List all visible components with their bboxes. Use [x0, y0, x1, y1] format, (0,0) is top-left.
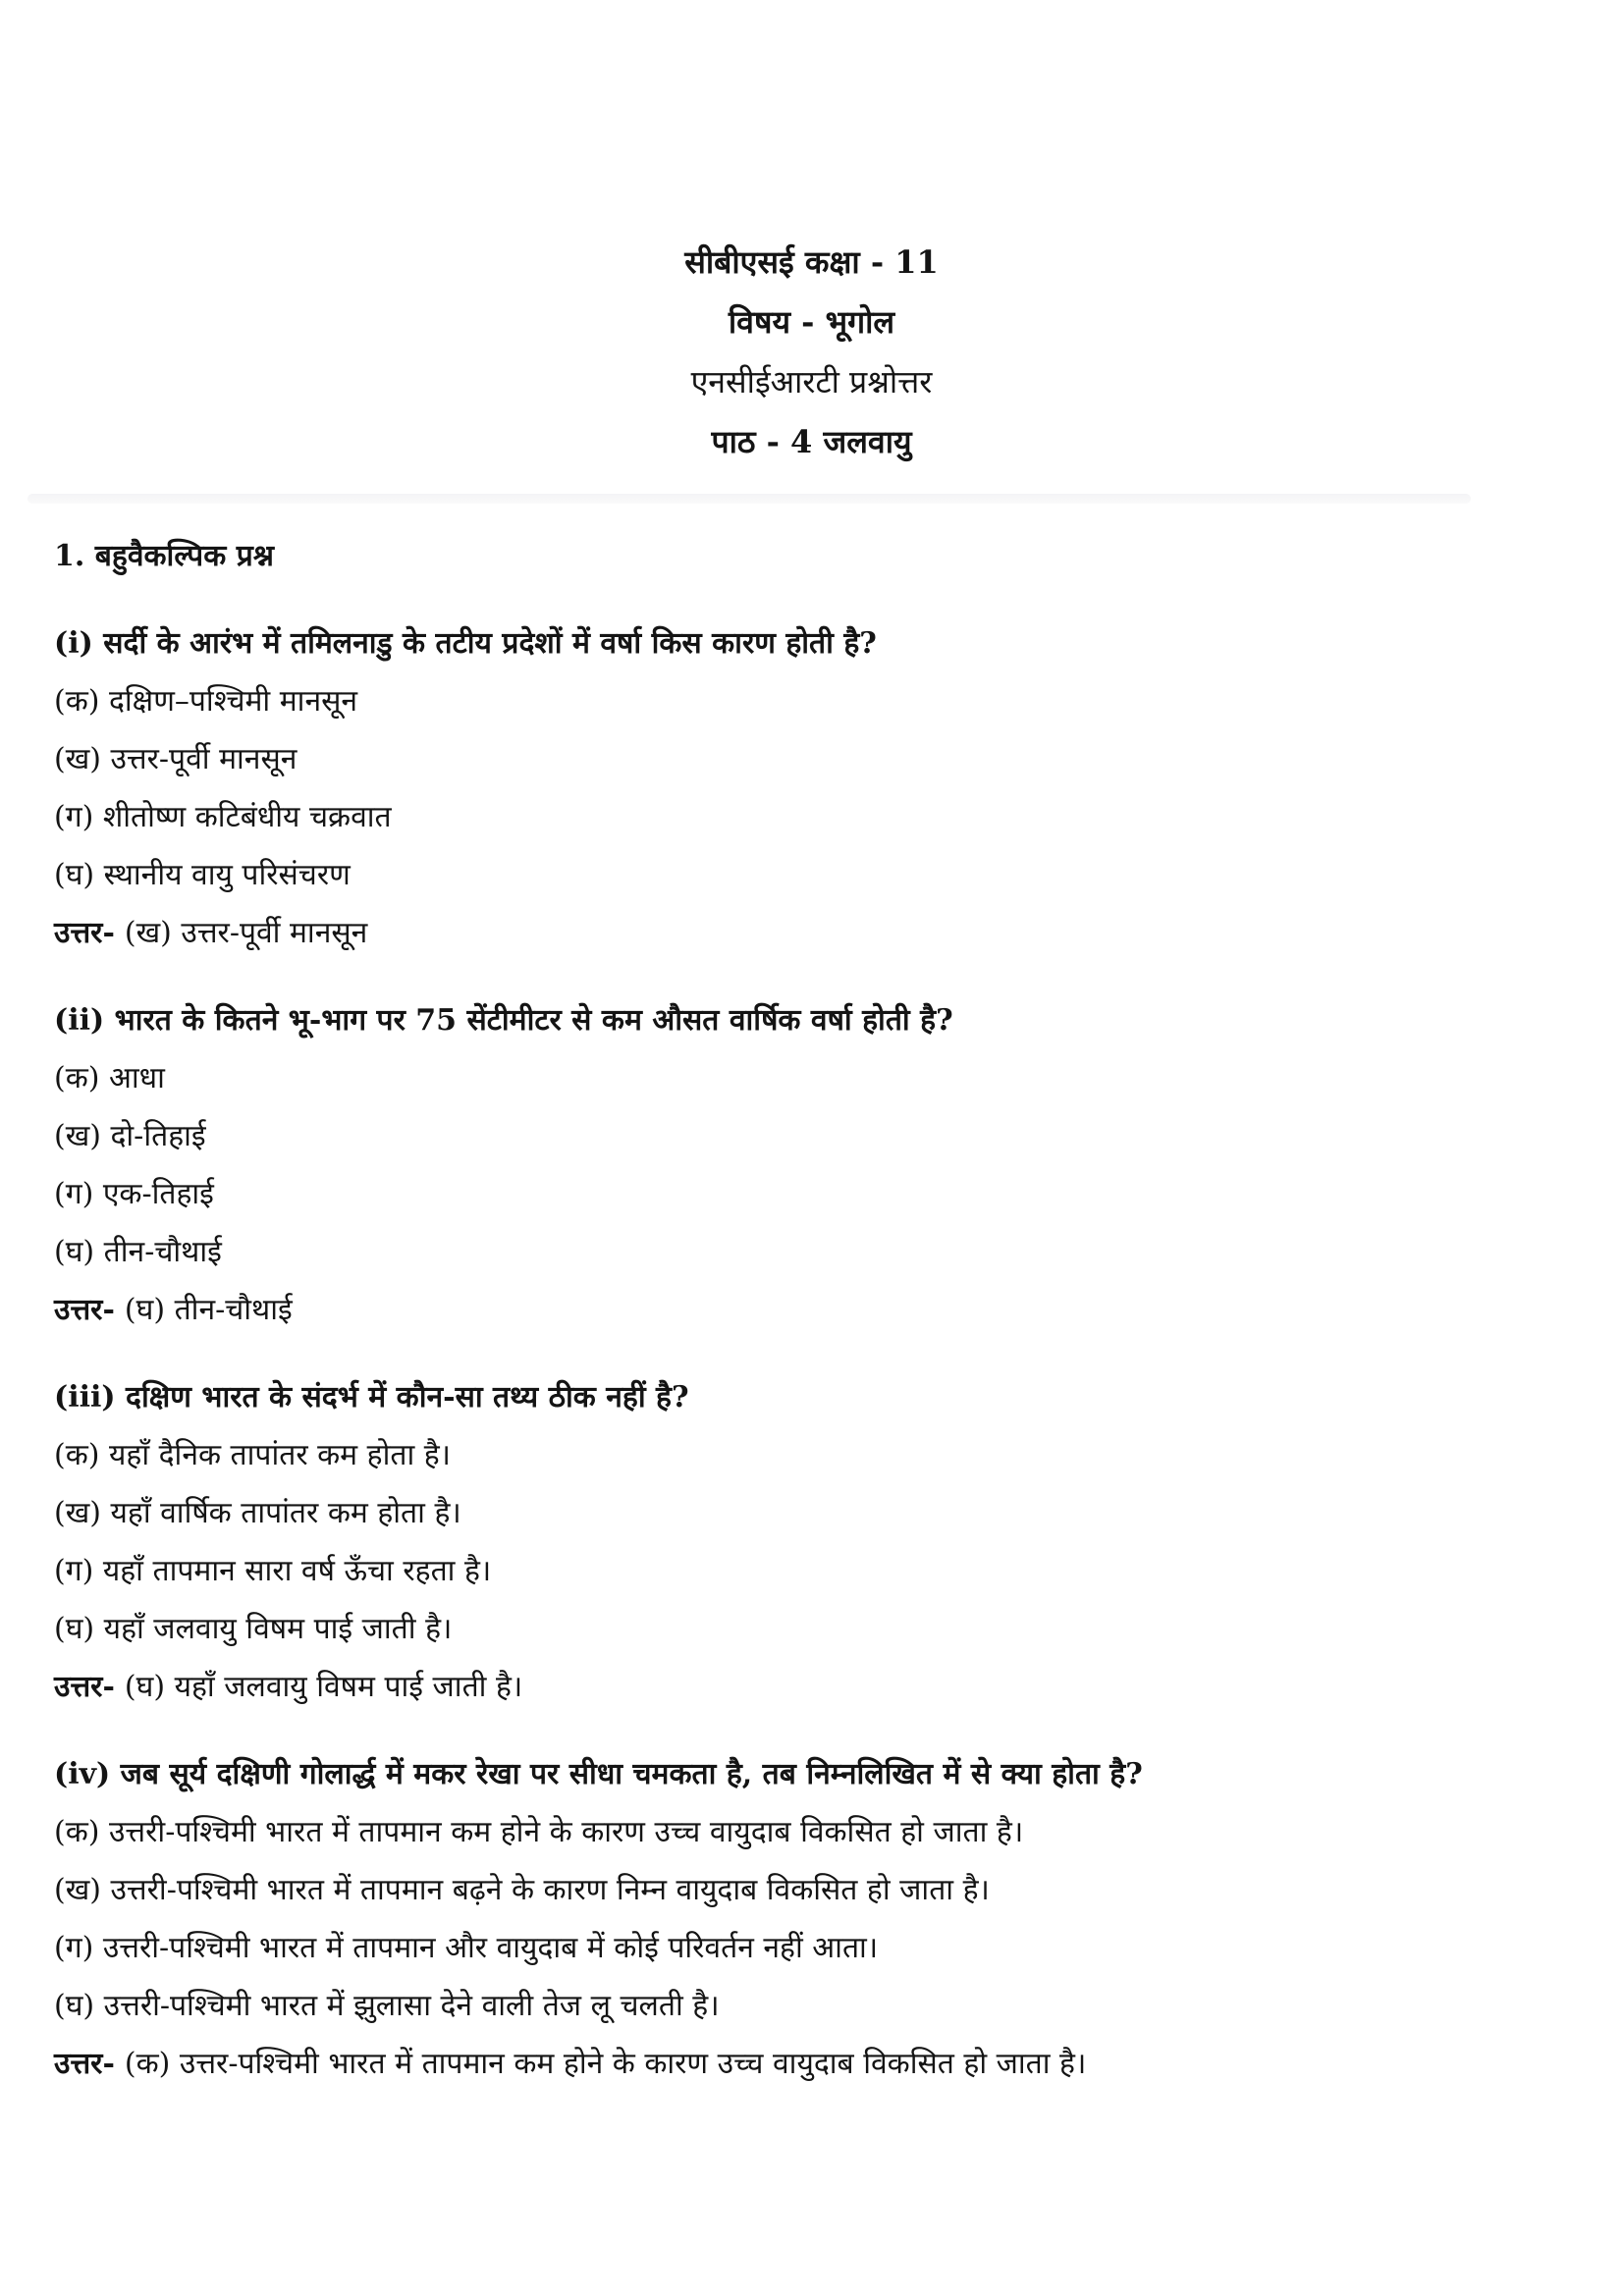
header-subject-line: विषय - भूगोल [728, 303, 895, 341]
option-4: (घ) उत्तरी-पश्चिमी भारत में झुलासा देने वाली तेज लू चलती है। [54, 1989, 720, 2023]
answer-line [54, 904, 1623, 962]
option-1: (क) आधा [54, 1061, 165, 1095]
answer-text: (ख) उत्तर-पूर्वी मानसून [124, 916, 368, 950]
answer-label: उत्तर- [54, 2047, 115, 2081]
answer-line [54, 1281, 1623, 1339]
option-3: (ग) शीतोष्ण कटिबंधीय चक्रवात [54, 800, 392, 834]
header-ncert-line: एनसीईआरटी प्रश्नोत्तर [690, 363, 933, 400]
option-2: (ख) यहाँ वार्षिक तापांतर कम होता है। [54, 1496, 461, 1530]
option-1: (क) यहाँ दैनिक तापांतर कम होता है। [54, 1438, 452, 1472]
option-3: (ग) एक-तिहाई [54, 1177, 214, 1211]
question-text: (ii) भारत के कितने भू-भाग पर 75 सेंटीमीटर से कम औसत वार्षिक वर्षा होती है? [54, 1003, 953, 1038]
option-1: (क) उत्तरी-पश्चिमी भारत में तापमान कम होने के कारण उच्च वायुदाब विकसित हो जाता है। [54, 1815, 1024, 1849]
option-3: (ग) यहाँ तापमान सारा वर्ष ऊँचा रहता है। [54, 1554, 492, 1588]
option-2: (ख) उत्तरी-पश्चिमी भारत में तापमान बढ़ने के कारण निम्न वायुदाब विकसित हो जाता है। [54, 1873, 990, 1907]
answer-line [54, 1658, 1623, 1716]
section-heading: 1. बहुवैकल्पिक प्रश्न [54, 539, 274, 573]
option-1: (क) दक्षिण–पश्चिमी मानसून [54, 684, 358, 719]
answer-text: (घ) यहाँ जलवायु विषम पाई जाती है। [124, 1670, 523, 1704]
answer-label: उत्तर- [54, 916, 115, 950]
question-block-2 [54, 991, 1623, 1339]
answer-text: (घ) तीन-चौथाई [124, 1293, 293, 1327]
option-4: (घ) तीन-चौथाई [54, 1235, 222, 1269]
question-text: (i) सर्दी के आरंभ में तमिलनाडु के तटीय प्रदेशों में वर्षा किस कारण होती है? [54, 626, 877, 661]
answer-label: उत्तर- [54, 1293, 115, 1327]
document-header [0, 0, 1623, 472]
answer-text: (क) उत्तर-पश्चिमी भारत में तापमान कम होने के कारण उच्च वायुदाब विकसित हो जाता है। [124, 2047, 1087, 2081]
answer-label: उत्तर- [54, 1670, 115, 1704]
header-chapter-line: पाठ - 4 जलवायु [711, 423, 912, 460]
question-block-3 [54, 1368, 1623, 1716]
question-block-1 [54, 614, 1623, 962]
option-2: (ख) दो-तिहाई [54, 1119, 206, 1153]
option-4: (घ) यहाँ जलवायु विषम पाई जाती है। [54, 1612, 453, 1646]
quiz-content [0, 527, 1623, 2093]
section-divider [27, 494, 1471, 504]
option-3: (ग) उत्तरी-पश्चिमी भारत में तापमान और वायुदाब में कोई परिवर्तन नहीं आता। [54, 1931, 879, 1965]
question-text: (iv) जब सूर्य दक्षिणी गोलार्द्ध में मकर रेखा पर सीधा चमकता है, तब निम्नलिखित में से क्या होता है? [54, 1757, 1143, 1791]
answer-line [54, 2035, 1623, 2093]
header-class-line: सीबीएसई कक्षा - 11 [684, 243, 939, 281]
question-text: (iii) दक्षिण भारत के संदर्भ में कौन-सा तथ्य ठीक नहीं है? [54, 1380, 689, 1415]
option-2: (ख) उत्तर-पूर्वी मानसून [54, 742, 298, 776]
question-block-4 [54, 1745, 1623, 2093]
option-4: (घ) स्थानीय वायु परिसंचरण [54, 858, 351, 892]
